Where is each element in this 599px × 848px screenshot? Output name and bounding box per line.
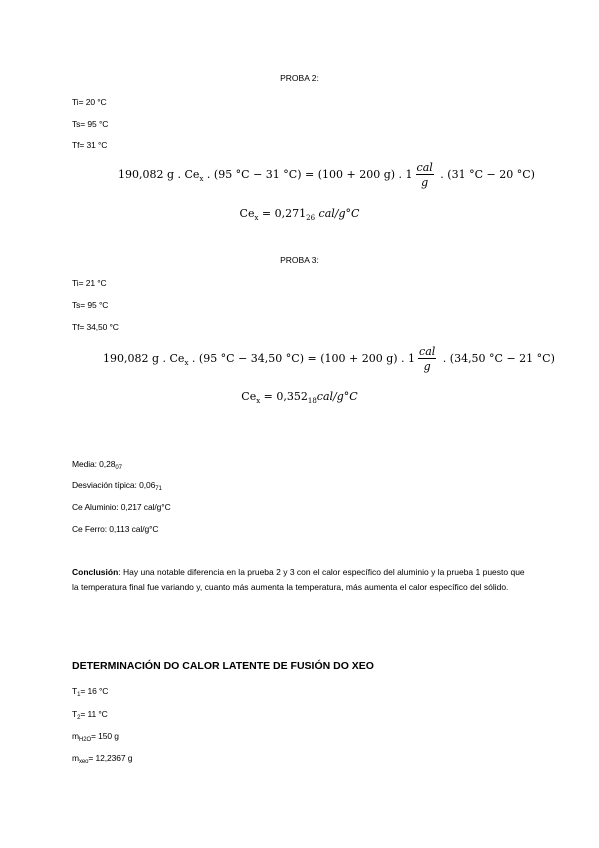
section-m2-sub: xeo bbox=[78, 759, 89, 765]
stats-desviacion bbox=[72, 480, 162, 492]
section-t1-value: = 16 °C bbox=[80, 686, 109, 696]
section-heading: DETERMINACIÓN DO CALOR LATENTE DE FUSIÓN DO XEO bbox=[72, 660, 374, 672]
section-m2-label: m bbox=[72, 753, 79, 763]
section-m1-sub: H2O bbox=[78, 737, 92, 743]
stats-ce-aluminio: Ce Aluminio: 0,217 cal/g°C bbox=[72, 502, 171, 512]
proba2-title: PROBA 2: bbox=[280, 73, 319, 83]
section-t1-label: T bbox=[72, 686, 78, 696]
stats-media bbox=[72, 459, 122, 471]
proba3-res-unit: cal/g°C bbox=[316, 390, 358, 403]
proba3-res-sub: x bbox=[256, 397, 261, 405]
conclusion-paragraph bbox=[72, 565, 527, 595]
proba3-res-small: 18 bbox=[307, 397, 317, 405]
proba3-result bbox=[0, 390, 599, 405]
stats-ce-ferro: Ce Ferro: 0,113 cal/g°C bbox=[72, 524, 159, 534]
section-m1-value: = 150 g bbox=[91, 731, 119, 741]
proba3-title: PROBA 3: bbox=[280, 255, 319, 265]
proba3-eq-right: . (34,50 °C − 21 °C) bbox=[442, 352, 555, 365]
stats-media-label: Media: 0,28 bbox=[72, 459, 116, 469]
proba2-res-small: 26 bbox=[306, 214, 316, 222]
proba2-ts: Ts= 95 °C bbox=[72, 119, 109, 129]
proba2-fraction bbox=[416, 162, 434, 188]
section-t2-sub: 2 bbox=[77, 715, 81, 721]
proba3-frac-den: g bbox=[423, 360, 431, 373]
section-m2-value: = 12,2367 g bbox=[88, 753, 133, 763]
section-t1 bbox=[72, 686, 108, 698]
conclusion-label: Conclusión bbox=[72, 567, 119, 577]
section-t2-label: T bbox=[72, 709, 78, 719]
proba2-result bbox=[0, 207, 599, 222]
proba3-eq-mid: . (95 °C − 34,50 °C) = (100 + 200 g) . 1 bbox=[191, 352, 416, 365]
proba2-eq-right: . (31 °C − 20 °C) bbox=[440, 168, 535, 181]
conclusion-text: : Hay una notable diferencia en la prueba 2 y 3 con el calor específico del aluminio y la prueba 1 puesto que la temperatura final fue variando y, cuanto más aumenta la temperatura, más aumenta el calor específico del sólido. bbox=[72, 567, 525, 592]
proba2-res-label: Ce bbox=[239, 207, 255, 220]
stats-desv-small: 71 bbox=[155, 486, 162, 492]
proba3-eq-left: 190,082 g . Ce bbox=[103, 352, 185, 365]
stats-media-small: 07 bbox=[115, 465, 122, 471]
proba2-equation bbox=[118, 162, 535, 188]
stats-desv-label: Desviación típica: 0,06 bbox=[72, 480, 156, 490]
proba2-eq-mid: . (95 °C − 31 °C) = (100 + 200 g) . 1 bbox=[206, 168, 413, 181]
section-m-xeo bbox=[72, 753, 132, 765]
proba2-ti: Ti= 20 °C bbox=[72, 97, 107, 107]
proba3-tf: Tf= 34,50 °C bbox=[72, 322, 119, 332]
proba3-res-label: Ce bbox=[241, 390, 257, 403]
section-t2 bbox=[72, 709, 108, 721]
proba2-res-unit: cal/g°C bbox=[315, 207, 360, 220]
proba2-res-sub: x bbox=[254, 214, 259, 222]
proba3-eq-sub: x bbox=[184, 359, 189, 367]
proba2-res-value: = 0,271 bbox=[258, 207, 307, 220]
proba3-frac-num: cal bbox=[419, 345, 436, 358]
proba3-ts: Ts= 95 °C bbox=[72, 300, 109, 310]
proba2-frac-num: cal bbox=[416, 161, 433, 174]
proba2-tf: Tf= 31 °C bbox=[72, 140, 108, 150]
proba3-ti: Ti= 21 °C bbox=[72, 278, 107, 288]
proba2-frac-den: g bbox=[421, 176, 429, 189]
proba2-eq-sub: x bbox=[199, 175, 204, 183]
proba3-fraction bbox=[418, 346, 436, 372]
section-m1-label: m bbox=[72, 731, 79, 741]
section-t1-sub: 1 bbox=[77, 692, 81, 698]
proba3-res-value: = 0,352 bbox=[260, 390, 308, 403]
proba2-eq-left: 190,082 g . Ce bbox=[118, 168, 200, 181]
section-t2-value: = 11 °C bbox=[80, 709, 108, 719]
proba3-equation bbox=[103, 346, 555, 372]
section-m-h2o bbox=[72, 731, 119, 743]
